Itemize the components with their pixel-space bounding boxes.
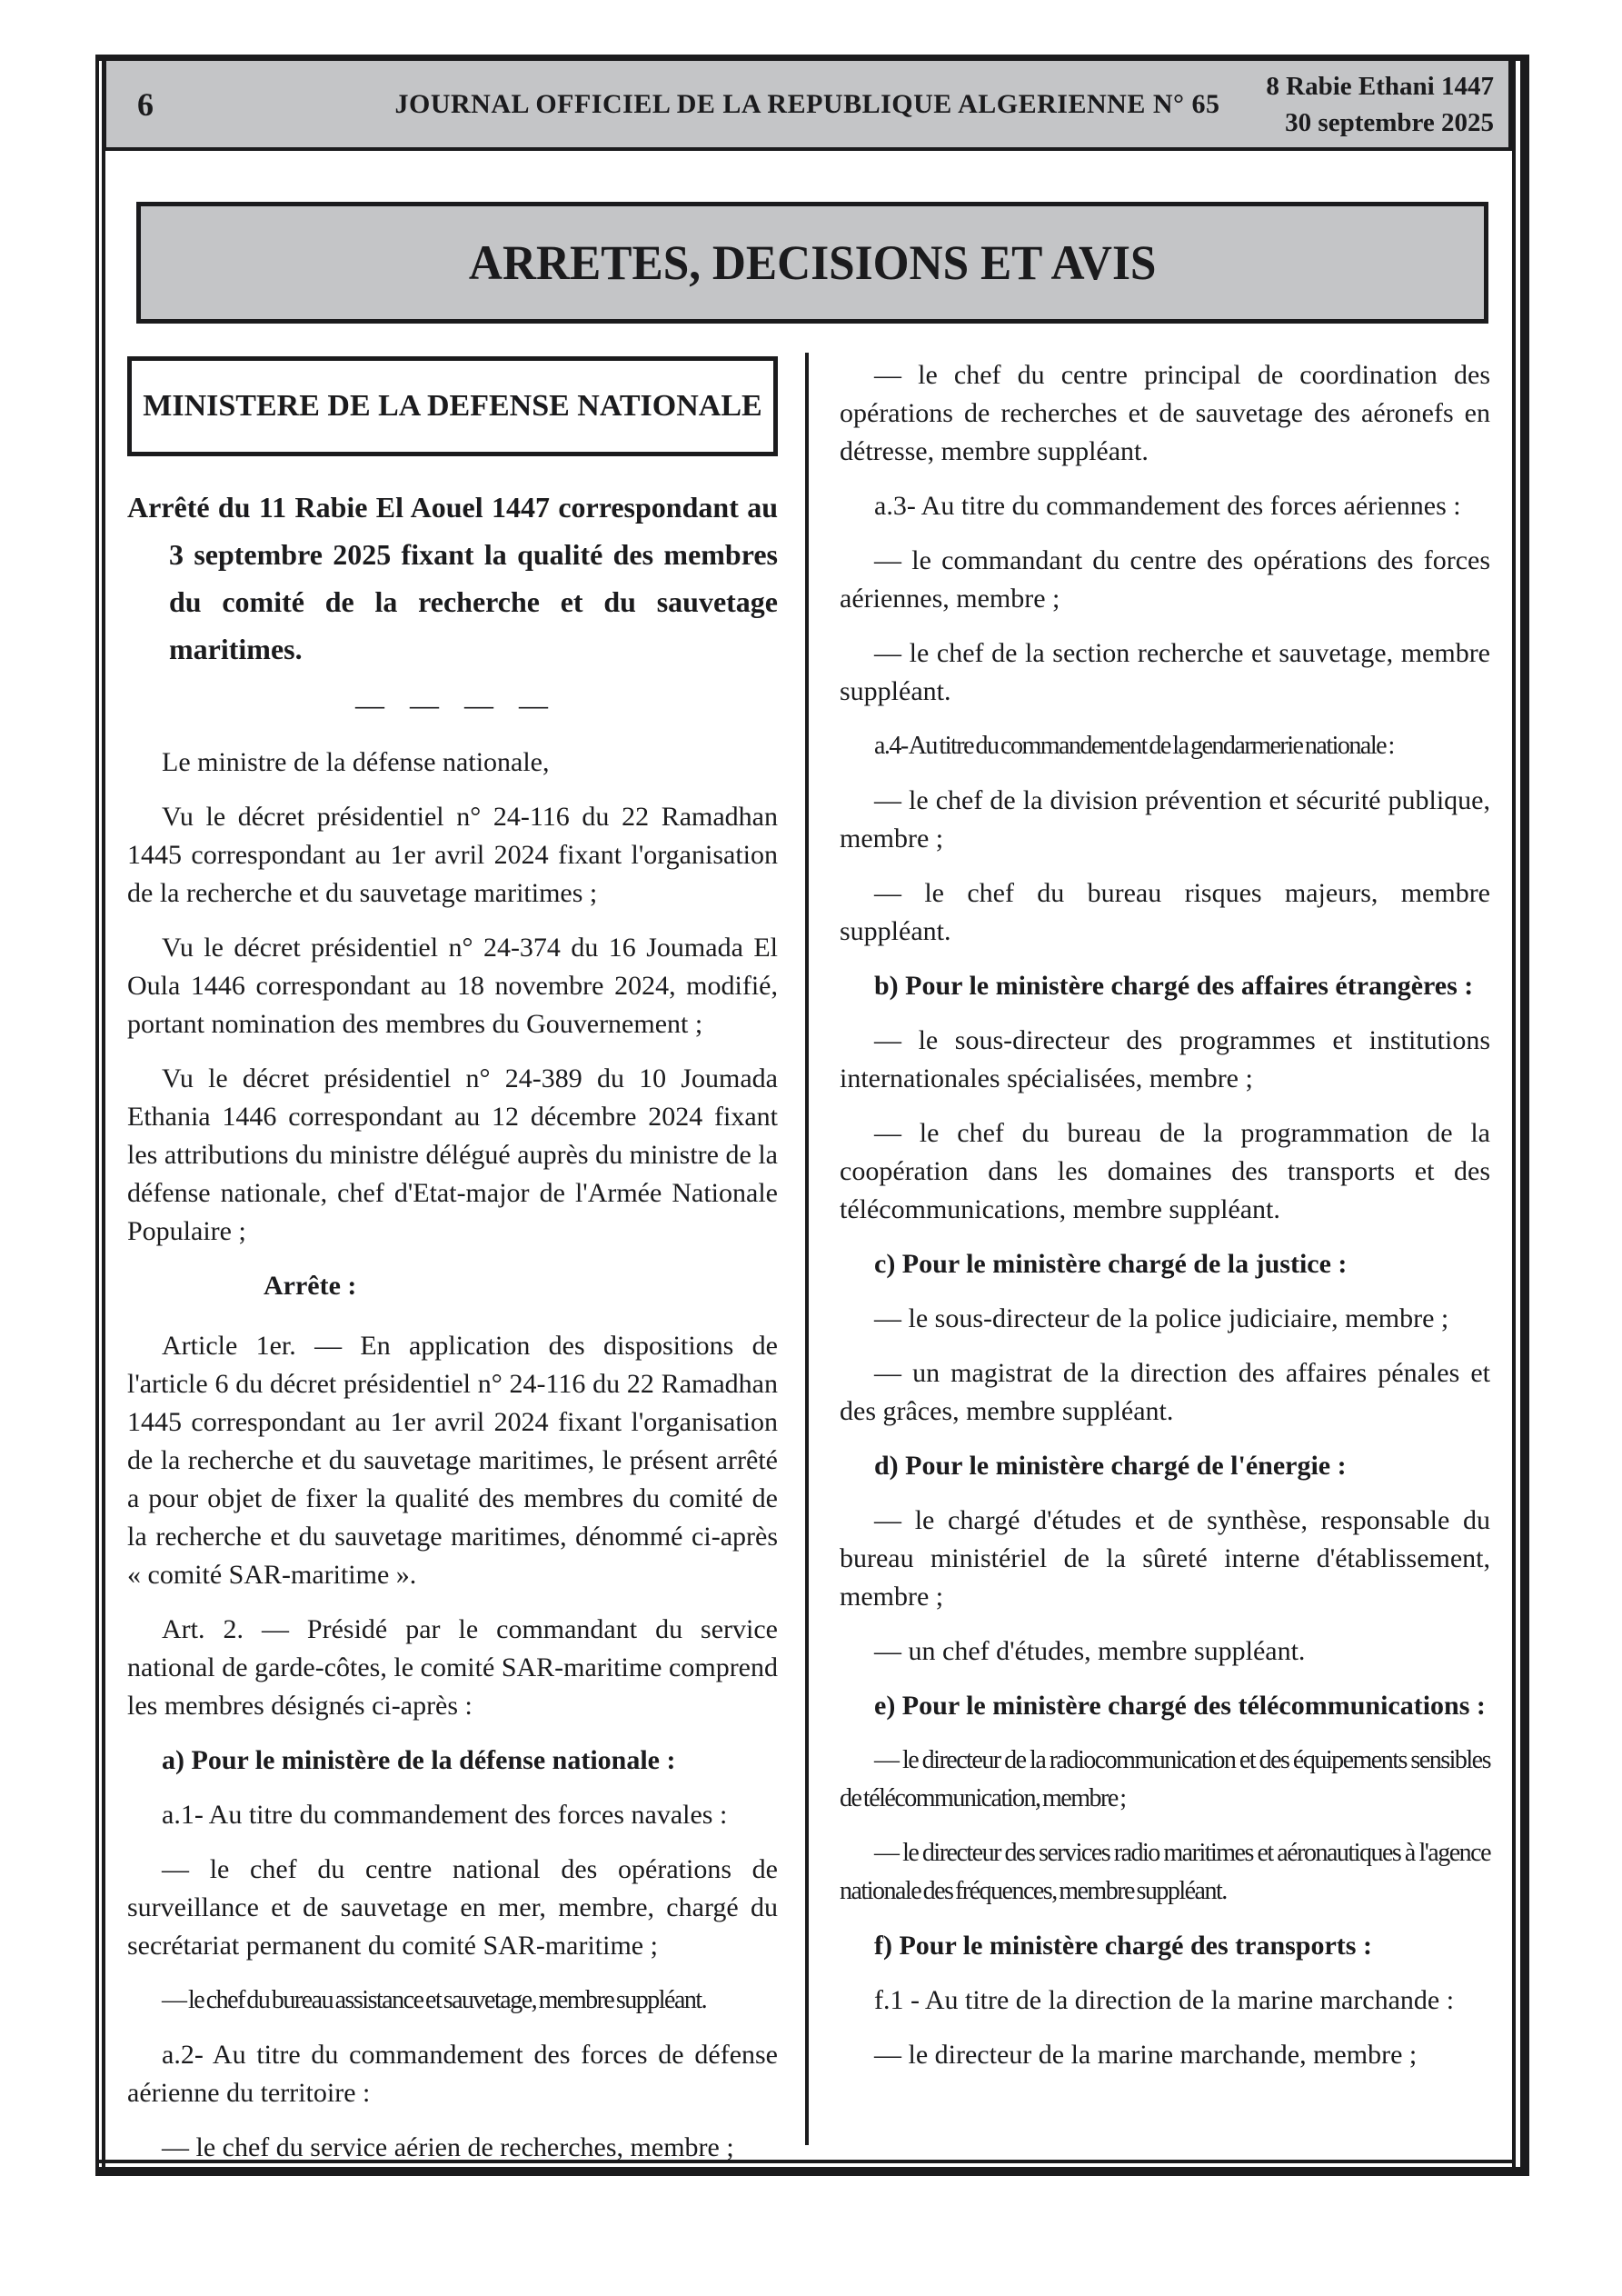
paragraph: Vu le décret présidentiel n° 24-116 du 22 Ramadhan 1445 correspondant au 1er avril 2024 fixant l'organisation de la recherche et du sauvetage maritimes ;: [127, 802, 778, 908]
paragraph: Article 1er. — En application des dispositions de l'article 6 du décret présidentiel n° 24-116 du 22 Ramadhan 1445 correspondant au 1er avril 2024 fixant l'organisation de la recherche et du sauvetage maritimes, le présent arrêté a pour objet de fixer la qualité des membres du comité de la recherche et du sauvetage maritimes, dénommé ci-après « comité SAR-maritime ».: [127, 1331, 778, 1590]
ministry-box-title: MINISTERE DE LA DEFENSE NATIONALE: [143, 389, 762, 423]
paragraph: — le chargé d'études et de synthèse, responsable du bureau ministériel de la sûreté interne d'établissement, membre ;: [840, 1505, 1490, 1612]
paragraph: — le chef du centre principal de coordination des opérations de recherches et de sauvetage des aéronefs en détresse, membre suppléant.: [840, 360, 1490, 466]
paragraph: a.2- Au titre du commandement des forces de défense aérienne du territoire :: [127, 2040, 778, 2108]
section-heading: a) Pour le ministère de la défense nationale :: [162, 1745, 676, 1775]
paragraph: a.3- Au titre du commandement des forces aériennes :: [874, 491, 1461, 521]
page-number: 6: [137, 85, 154, 123]
paragraph: — le chef du bureau risques majeurs, membre suppléant.: [840, 878, 1490, 946]
section-heading: f) Pour le ministère chargé des transports :: [874, 1931, 1372, 1961]
paragraph: — le directeur de la radiocommunication et des équipements sensibles de télécommunication, membre ;: [840, 1746, 1490, 1812]
date-hijri: 8 Rabie Ethani 1447: [1266, 71, 1494, 101]
date-gregorian: 30 septembre 2025: [1285, 107, 1494, 137]
paragraph: — le directeur de la marine marchande, membre ;: [874, 2040, 1418, 2070]
section-banner: [136, 202, 1488, 324]
paragraph: — le chef du bureau assistance et sauvetage, membre suppléant.: [162, 1986, 707, 2014]
section-heading: c) Pour le ministère chargé de la justice :: [874, 1249, 1348, 1279]
ministry-box: [127, 356, 778, 456]
paragraph: — le sous-directeur de la police judiciaire, membre ;: [874, 1303, 1449, 1333]
paragraph: f.1 - Au titre de la direction de la marine marchande :: [874, 1985, 1455, 2015]
section-heading: b) Pour le ministère chargé des affaires étrangères :: [874, 971, 1474, 1001]
paragraph: Le ministre de la défense nationale,: [162, 747, 550, 777]
paragraph: Vu le décret présidentiel n° 24-374 du 16 Joumada El Oula 1446 correspondant au 18 novembre 2024, modifié, portant nomination des membres du Gouvernement ;: [127, 933, 778, 1039]
paragraph: — un chef d'études, membre suppléant.: [874, 1636, 1306, 1666]
section-banner-title: ARRETES, DECISIONS ET AVIS: [468, 235, 1157, 290]
paragraph: — un magistrat de la direction des affaires pénales et des grâces, membre suppléant.: [840, 1358, 1490, 1426]
frame-right-outer-line: [1520, 55, 1529, 2176]
right-column: [840, 356, 1490, 2091]
section-heading: e) Pour le ministère chargé des télécommunications :: [874, 1691, 1486, 1721]
frame-right-inner-line: [1512, 55, 1516, 2176]
header-band: [103, 55, 1512, 151]
paragraph: — le chef du bureau de la programmation de la coopération dans les domaines des transports et des télécommunications, membre suppléant.: [840, 1118, 1490, 1224]
left-column: [127, 356, 778, 2183]
section-heading: d) Pour le ministère chargé de l'énergie :: [874, 1451, 1347, 1481]
paragraph: Art. 2. — Présidé par le commandant du service national de garde-côtes, le comité SAR-maritime comprend les membres désignés ci-après :: [127, 1614, 778, 1721]
paragraph: — le directeur des services radio maritimes et aéronautiques à l'agence nationale des fréquences, membre suppléant.: [840, 1839, 1490, 1905]
paragraph: — le commandant du centre des opérations des forces aériennes, membre ;: [840, 545, 1490, 614]
frame-left-outer-line: [95, 55, 99, 2176]
paragraph: a.1- Au titre du commandement des forces navales :: [162, 1800, 728, 1830]
header-dates: [1266, 68, 1494, 141]
paragraph: — le chef de la section recherche et sauvetage, membre suppléant.: [840, 638, 1490, 706]
paragraph: — le chef du centre national des opérations de surveillance et de sauvetage en mer, membre, chargé du secrétariat permanent du comité SAR-maritime ;: [127, 1854, 778, 1961]
paragraph: — le sous-directeur des programmes et institutions internationales spécialisées, membre ;: [840, 1025, 1490, 1093]
paragraph: Arrête :: [264, 1271, 357, 1301]
journal-title: JOURNAL OFFICIEL DE LA REPUBLIQUE ALGERIENNE N° 65: [394, 88, 1220, 119]
paragraph: Vu le décret présidentiel n° 24-389 du 10 Joumada Ethania 1446 correspondant au 12 décembre 2024 fixant les attributions du ministre délégué auprès du ministre de la défense nationale, chef d'Etat-major de l'Armée Nationale Populaire ;: [127, 1063, 778, 1246]
frame-left-inner-line: [102, 55, 105, 2176]
paragraph: — le chef de la division prévention et sécurité publique, membre ;: [840, 785, 1490, 854]
column-divider: [805, 353, 809, 2145]
decree-title: Arrêté du 11 Rabie El Aouel 1447 correspondant au 3 septembre 2025 fixant la qualité des membres du comité de la recherche et du sauvetage maritimes.: [127, 491, 778, 665]
paragraph: — le chef du service aérien de recherches, membre ;: [162, 2132, 734, 2162]
paragraph: a.4- Au titre du commandement de la gendarmerie nationale :: [874, 732, 1394, 760]
separator-dashes: — — — —: [355, 688, 550, 721]
